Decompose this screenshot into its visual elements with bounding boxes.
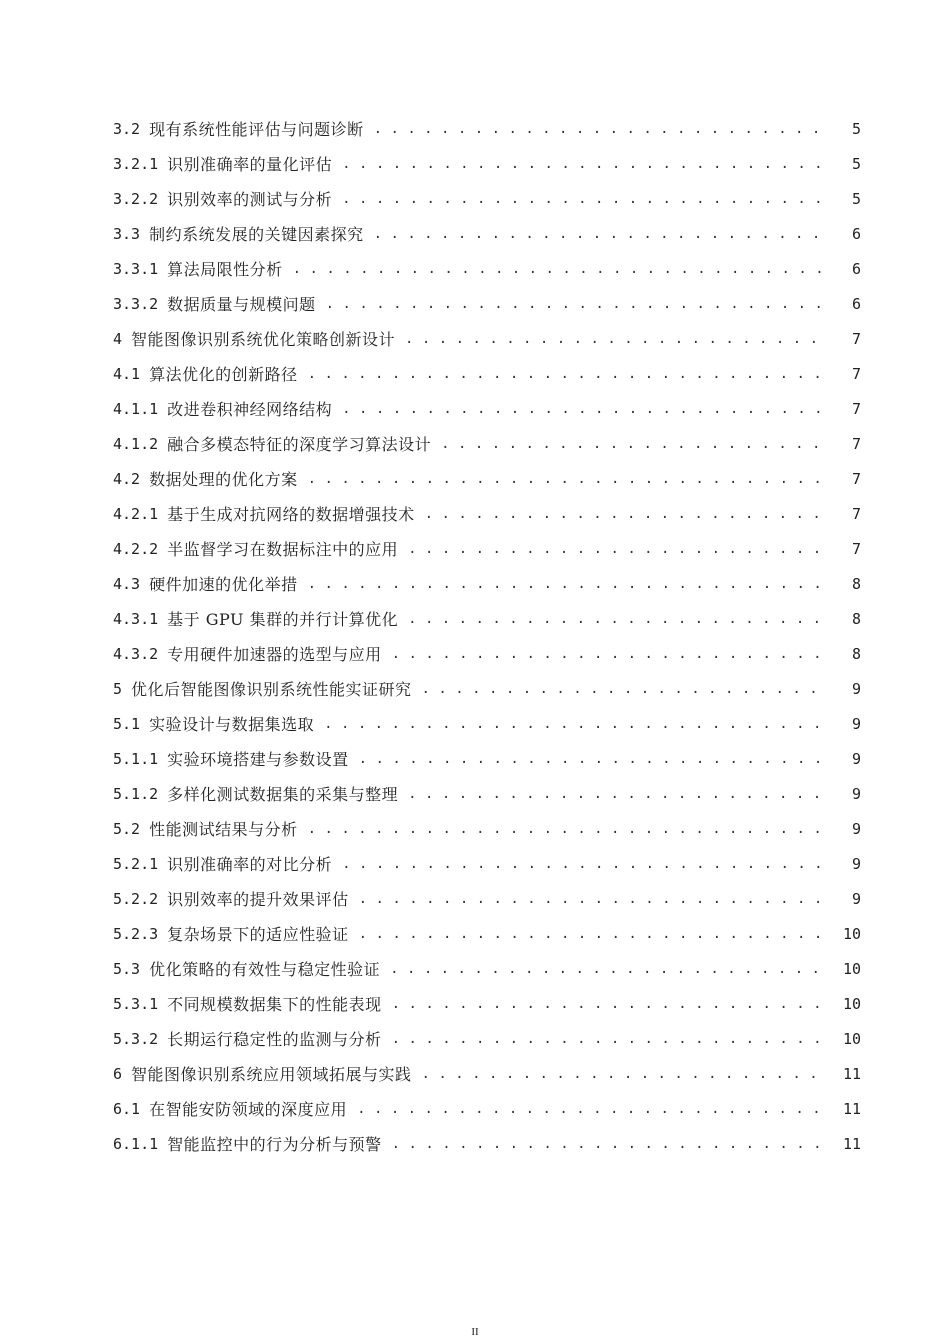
toc-entry-page: 7 xyxy=(851,540,861,558)
toc-entry-page: 9 xyxy=(851,855,861,873)
toc-entry-page: 7 xyxy=(851,330,861,348)
toc-entry-number: 6.1 xyxy=(113,1100,141,1118)
toc-entry-page: 5 xyxy=(851,190,861,208)
toc-entry-page: 9 xyxy=(851,715,861,733)
toc-entry-number: 3.2 xyxy=(113,120,141,138)
toc-entry-page: 6 xyxy=(851,225,861,243)
toc-entry-number: 5.3 xyxy=(113,960,141,978)
toc-entry[interactable] xyxy=(113,252,861,287)
toc-entry-page: 9 xyxy=(851,890,861,908)
toc-entry[interactable] xyxy=(113,952,861,987)
toc-entry[interactable] xyxy=(113,812,861,847)
toc-entry-number: 4.3.1 xyxy=(113,610,159,628)
toc-entry-number: 4.2.2 xyxy=(113,540,159,558)
toc-entry-title: 识别准确率的对比分析 xyxy=(167,855,333,874)
toc-entry-title: 多样化测试数据集的采集与整理 xyxy=(167,785,399,804)
toc-entry[interactable] xyxy=(113,987,861,1022)
toc-leader-dots xyxy=(342,847,829,882)
toc-leader-dots xyxy=(324,707,829,742)
toc-entry-page: 5 xyxy=(851,120,861,138)
toc-leader-dots xyxy=(392,637,829,672)
toc-entry-title: 在智能安防领域的深度应用 xyxy=(149,1100,348,1119)
toc-entry-title: 实验设计与数据集选取 xyxy=(149,715,315,734)
toc-entry-number: 5.1 xyxy=(113,715,141,733)
toc-entry-title: 长期运行稳定性的监测与分析 xyxy=(167,1030,382,1049)
toc-entry[interactable] xyxy=(113,602,861,637)
toc-leader-dots xyxy=(308,812,829,847)
toc-leader-dots xyxy=(408,532,829,567)
toc-entry[interactable] xyxy=(113,322,861,357)
toc-entry-number: 6 xyxy=(113,1065,123,1083)
toc-entry[interactable] xyxy=(113,1092,861,1127)
toc-entry-number: 4.1 xyxy=(113,365,141,383)
toc-entry-number: 3.2.1 xyxy=(113,155,159,173)
toc-leader-dots xyxy=(308,462,829,497)
toc-entry-title: 性能测试结果与分析 xyxy=(149,820,298,839)
toc-entry-page: 6 xyxy=(851,260,861,278)
toc-leader-dots xyxy=(342,182,829,217)
toc-leader-dots xyxy=(392,1022,829,1057)
toc-entry-number: 4.2.1 xyxy=(113,505,159,523)
toc-entry-title: 算法局限性分析 xyxy=(167,260,283,279)
toc-entry[interactable] xyxy=(113,882,861,917)
toc-entry[interactable] xyxy=(113,777,861,812)
toc-entry-title: 数据质量与规模问题 xyxy=(167,295,316,314)
toc-entry-number: 3.3.1 xyxy=(113,260,159,278)
toc-entry-page: 7 xyxy=(851,505,861,523)
toc-leader-dots xyxy=(422,672,829,707)
toc-entry[interactable] xyxy=(113,357,861,392)
toc-entry-page: 9 xyxy=(851,785,861,803)
toc-leader-dots xyxy=(390,952,829,987)
toc-entry-title: 优化策略的有效性与稳定性验证 xyxy=(149,960,381,979)
toc-entry-page: 7 xyxy=(851,470,861,488)
toc-entry-page: 9 xyxy=(851,820,861,838)
toc-leader-dots xyxy=(392,1127,829,1162)
toc-entry-number: 6.1.1 xyxy=(113,1135,159,1153)
toc-entry-title: 半监督学习在数据标注中的应用 xyxy=(167,540,399,559)
toc-entry-number: 4 xyxy=(113,330,123,348)
toc-entry-number: 4.1.1 xyxy=(113,400,159,418)
toc-leader-dots xyxy=(422,1057,829,1092)
toc-entry-page: 11 xyxy=(842,1100,861,1118)
toc-entry-title: 基于 GPU 集群的并行计算优化 xyxy=(167,610,399,629)
toc-entry-page: 7 xyxy=(851,365,861,383)
toc-entry-number: 5.1.1 xyxy=(113,750,159,768)
toc-entry-title: 融合多模态特征的深度学习算法设计 xyxy=(167,435,432,454)
toc-entry-number: 5.3.1 xyxy=(113,995,159,1013)
table-of-contents xyxy=(113,112,861,1162)
toc-entry-page: 7 xyxy=(851,435,861,453)
toc-entry-number: 3.3.2 xyxy=(113,295,159,313)
toc-entry-page: 10 xyxy=(842,960,861,978)
toc-entry[interactable] xyxy=(113,742,861,777)
toc-entry-page: 11 xyxy=(842,1065,861,1083)
toc-entry-number: 4.3 xyxy=(113,575,141,593)
toc-entry[interactable] xyxy=(113,147,861,182)
toc-entry-number: 5.2.1 xyxy=(113,855,159,873)
toc-entry-number: 5.2.2 xyxy=(113,890,159,908)
toc-entry-page: 9 xyxy=(851,750,861,768)
toc-entry-number: 5.1.2 xyxy=(113,785,159,803)
toc-leader-dots xyxy=(342,392,829,427)
toc-entry-title: 识别准确率的量化评估 xyxy=(167,155,333,174)
toc-leader-dots xyxy=(326,287,829,322)
toc-leader-dots xyxy=(405,322,829,357)
toc-entry-page: 10 xyxy=(842,1030,861,1048)
toc-entry[interactable] xyxy=(113,847,861,882)
toc-entry[interactable] xyxy=(113,217,861,252)
toc-entry[interactable] xyxy=(113,497,861,532)
toc-entry-number: 4.3.2 xyxy=(113,645,159,663)
toc-entry-title: 算法优化的创新路径 xyxy=(149,365,298,384)
toc-entry[interactable] xyxy=(113,917,861,952)
toc-leader-dots xyxy=(357,1092,829,1127)
toc-leader-dots xyxy=(293,252,829,287)
toc-leader-dots xyxy=(392,987,829,1022)
toc-entry-title: 识别效率的提升效果评估 xyxy=(167,890,349,909)
toc-entry-title: 智能监控中的行为分析与预警 xyxy=(167,1135,382,1154)
toc-entry[interactable] xyxy=(113,567,861,602)
toc-entry-title: 优化后智能图像识别系统性能实证研究 xyxy=(131,680,412,699)
toc-entry[interactable] xyxy=(113,462,861,497)
toc-entry[interactable] xyxy=(113,707,861,742)
toc-entry-number: 5.2.3 xyxy=(113,925,159,943)
toc-entry-page: 8 xyxy=(851,610,861,628)
toc-entry-title: 识别效率的测试与分析 xyxy=(167,190,333,209)
toc-entry-number: 5.2 xyxy=(113,820,141,838)
toc-entry-number: 5.3.2 xyxy=(113,1030,159,1048)
toc-entry[interactable] xyxy=(113,1127,861,1162)
toc-entry-title: 不同规模数据集下的性能表现 xyxy=(167,995,382,1014)
toc-entry-page: 7 xyxy=(851,400,861,418)
toc-leader-dots xyxy=(408,602,829,637)
toc-entry-number: 3.2.2 xyxy=(113,190,159,208)
page-number: II xyxy=(471,1326,479,1338)
toc-entry-title: 制约系统发展的关键因素探究 xyxy=(149,225,364,244)
toc-entry-page: 6 xyxy=(851,295,861,313)
toc-entry[interactable] xyxy=(113,182,861,217)
toc-entry-number: 3.3 xyxy=(113,225,141,243)
toc-entry-page: 10 xyxy=(842,995,861,1013)
toc-entry-page: 8 xyxy=(851,575,861,593)
toc-entry-number: 5 xyxy=(113,680,123,698)
toc-leader-dots xyxy=(308,567,829,602)
toc-entry-number: 4.2 xyxy=(113,470,141,488)
toc-leader-dots xyxy=(441,427,829,462)
toc-leader-dots xyxy=(308,357,829,392)
toc-entry-title: 专用硬件加速器的选型与应用 xyxy=(167,645,382,664)
toc-entry-page: 5 xyxy=(851,155,861,173)
toc-entry-title: 复杂场景下的适应性验证 xyxy=(167,925,349,944)
toc-entry-page: 9 xyxy=(851,680,861,698)
toc-entry-title: 实验环境搭建与参数设置 xyxy=(167,750,349,769)
toc-entry-page: 10 xyxy=(842,925,861,943)
toc-entry-title: 智能图像识别系统应用领域拓展与实践 xyxy=(131,1065,412,1084)
toc-entry[interactable] xyxy=(113,392,861,427)
toc-entry[interactable] xyxy=(113,287,861,322)
toc-entry[interactable] xyxy=(113,1022,861,1057)
toc-entry-title: 数据处理的优化方案 xyxy=(149,470,298,489)
toc-entry[interactable] xyxy=(113,637,861,672)
toc-entry-title: 基于生成对抗网络的数据增强技术 xyxy=(167,505,415,524)
toc-leader-dots xyxy=(408,777,829,812)
toc-entry[interactable] xyxy=(113,427,861,462)
toc-leader-dots xyxy=(374,112,829,147)
toc-leader-dots xyxy=(359,882,829,917)
toc-leader-dots xyxy=(359,742,829,777)
toc-leader-dots xyxy=(425,497,829,532)
toc-entry-title: 改进卷积神经网络结构 xyxy=(167,400,333,419)
toc-entry-page: 8 xyxy=(851,645,861,663)
toc-entry-number: 4.1.2 xyxy=(113,435,159,453)
toc-entry[interactable] xyxy=(113,672,861,707)
toc-leader-dots xyxy=(342,147,829,182)
toc-entry[interactable] xyxy=(113,1057,861,1092)
toc-entry-page: 11 xyxy=(842,1135,861,1153)
toc-entry-title: 智能图像识别系统优化策略创新设计 xyxy=(131,330,396,349)
toc-entry-title: 现有系统性能评估与问题诊断 xyxy=(149,120,364,139)
toc-entry[interactable] xyxy=(113,532,861,567)
toc-leader-dots xyxy=(359,917,829,952)
toc-entry-title: 硬件加速的优化举措 xyxy=(149,575,298,594)
toc-entry[interactable] xyxy=(113,112,861,147)
toc-leader-dots xyxy=(374,217,829,252)
